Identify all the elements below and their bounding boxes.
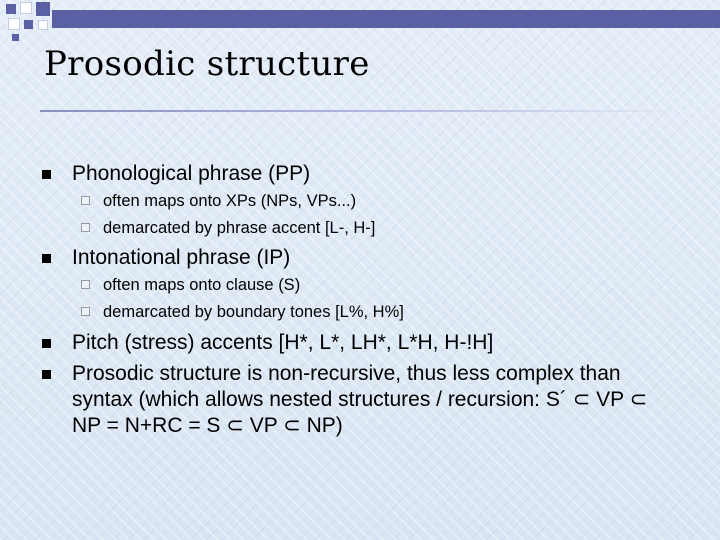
bullet-text: Pitch (stress) accents [H*, L*, LH*, L*H, H-!H] (72, 331, 494, 354)
square-bullet-icon (42, 339, 51, 348)
checkbox-bullet-icon (81, 307, 90, 316)
square-bullet-icon (42, 370, 51, 379)
sub-bullet-text: demarcated by boundary tones [L%, H%] (103, 303, 404, 321)
sub-bullet-item (103, 274, 300, 296)
checkbox-bullet-icon (81, 280, 90, 289)
title-underline (40, 110, 680, 112)
bullet-intonational-phrase (72, 245, 290, 271)
bullet-text: Phonological phrase (PP) (72, 162, 311, 185)
slide-title: Prosodic structure (44, 44, 370, 84)
square-bullet-icon (42, 254, 51, 263)
sub-bullet-text: demarcated by phrase accent [L-, H-] (103, 219, 376, 237)
bullet-non-recursive (72, 361, 672, 439)
sub-bullet-text: often maps onto clause (S) (103, 276, 301, 294)
header-bar (52, 10, 720, 28)
bullet-text: Prosodic structure is non-recursive, thus less complex than syntax (which allows nested structures / recursion: S´ ⊂ VP ⊂ NP = N+RC = S ⊂ VP ⊂ NP) (72, 362, 648, 437)
sub-bullet-text: often maps onto XPs (NPs, VPs...) (103, 192, 357, 210)
bullet-pitch-accents (72, 330, 493, 356)
bullet-phonological-phrase (72, 161, 310, 187)
checkbox-bullet-icon (81, 196, 90, 205)
square-bullet-icon (42, 170, 51, 179)
checkbox-bullet-icon (81, 223, 90, 232)
sub-bullet-item (103, 190, 356, 212)
sub-bullet-item (103, 301, 404, 323)
sub-bullet-item (103, 217, 375, 239)
bullet-text: Intonational phrase (IP) (72, 246, 291, 269)
